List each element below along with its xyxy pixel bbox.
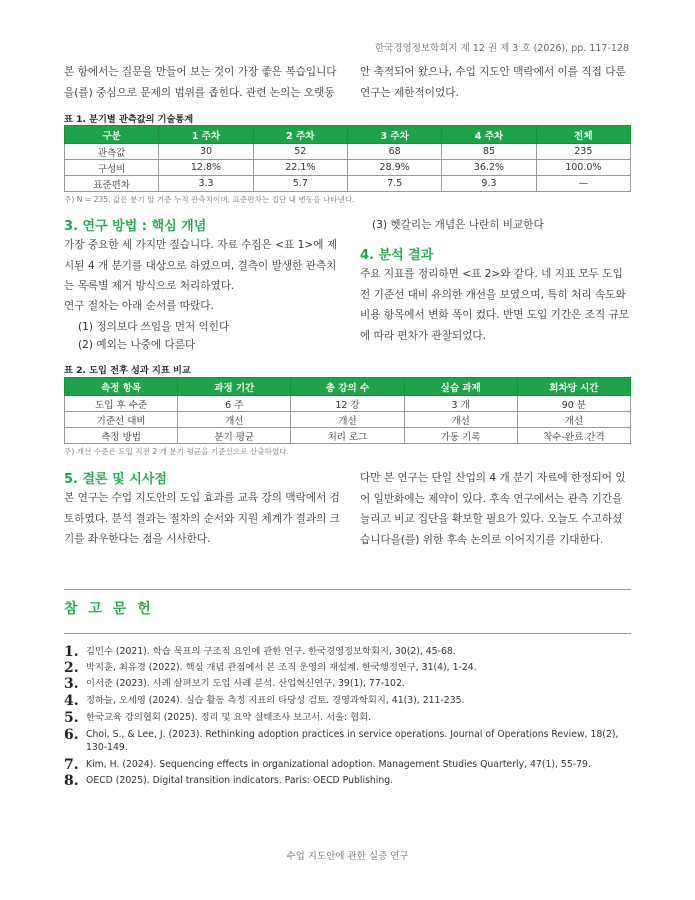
table1-header-row — [65, 126, 631, 144]
table-cell: 12 강 — [291, 396, 404, 412]
table-cell: 235 — [536, 144, 630, 160]
table-cell: 개선 — [291, 412, 404, 428]
reference-item — [64, 694, 629, 708]
table1-note: 주) N = 235. 값은 분기 말 기준 누적 관측치이며, 표준편차는 집단 내 변동을 나타낸다. — [64, 195, 355, 204]
procedure-step: (1) 정의보다 쓰임을 먼저 익힌다 — [78, 321, 230, 333]
table-cell: 기준선 대비 — [65, 412, 178, 428]
reference-text: OECD (2025). Digital transition indicators. Paris: OECD Publishing. — [86, 775, 394, 786]
table-cell: — — [536, 176, 630, 192]
reference-number: 5. — [64, 710, 79, 726]
reference-number: 2. — [64, 660, 79, 676]
reference-text: Kim, H. (2024). Sequencing effects in organizational adoption. Management Studies Quarterly, 47(1), 55-79. — [86, 759, 591, 770]
table-cell: 9.3 — [442, 176, 536, 192]
reference-number: 1. — [64, 644, 79, 660]
table-cell: 12.8% — [159, 160, 253, 176]
table-cell: 관측값 — [65, 144, 159, 160]
section5-heading: 5. 결론 및 시사점 — [64, 472, 167, 487]
table1-column-header: 4 주차 — [442, 126, 536, 144]
references-bottom-rule — [64, 633, 631, 634]
table-cell: 90 분 — [517, 396, 630, 412]
section3-heading: 3. 연구 방법 : 핵심 개념 — [64, 219, 207, 234]
table2-header-row — [65, 378, 631, 396]
table-row — [65, 176, 631, 192]
table-cell: 개선 — [404, 412, 517, 428]
table-row — [65, 396, 631, 412]
reference-item — [64, 774, 629, 788]
intro-paragraph-right: 안 축적되어 왔으나, 수업 지도안 맥락에서 이를 직접 다룬 연구는 제한적이었다. — [360, 66, 626, 99]
table-cell: 도입 후 수준 — [65, 396, 178, 412]
table2-column-header: 측정 항목 — [65, 378, 178, 396]
table-cell: 68 — [347, 144, 441, 160]
reference-item — [64, 728, 629, 754]
table-cell: 36.2% — [442, 160, 536, 176]
table-cell: 처리 로그 — [291, 428, 404, 444]
table-cell: 3.3 — [159, 176, 253, 192]
section4-paragraph: 주요 지표를 정리하면 <표 2>와 같다. 네 지표 모두 도입 전 기준선 대비 유의한 개선을 보였으며, 특히 처리 속도와 비용 항목에서 변화 폭이 컸다. 반면 도입 기간은 조직 규모에 따라 편차가 관찰되었다. — [360, 268, 630, 342]
table1 — [64, 125, 631, 192]
table-cell: 구성비 — [65, 160, 159, 176]
table-row — [65, 428, 631, 444]
table-row — [65, 160, 631, 176]
table1-column-header: 2 주차 — [253, 126, 347, 144]
table-cell: 28.9% — [347, 160, 441, 176]
reference-text: 김민수 (2021). 학습 목표의 구조적 요인에 관한 연구. 한국경영정보학회지, 30(2), 45-68. — [86, 646, 456, 657]
reference-number: 8. — [64, 773, 79, 789]
table2-note: 주) 개선 수준은 도입 직전 2 개 분기 평균을 기준선으로 산출하였다. — [64, 447, 290, 456]
table1-column-header: 전체 — [536, 126, 630, 144]
table-row — [65, 412, 631, 428]
table2-column-header: 과정 기간 — [178, 378, 291, 396]
table-cell: 22.1% — [253, 160, 347, 176]
table-cell: 착수-완료 간격 — [517, 428, 630, 444]
reference-number: 7. — [64, 757, 79, 773]
section3-paragraph: 가장 중요한 세 가지만 짚습니다. 자료 수집은 <표 1>에 제시된 4 개 분기를 대상으로 하였으며, 결측이 발생한 관측치는 목록별 제거 방식으로 처리하였다. — [64, 239, 338, 292]
page-footer: 수업 지도안에 관한 실증 연구 — [286, 851, 409, 862]
table1-column-header: 3 주차 — [347, 126, 441, 144]
table-cell: 85 — [442, 144, 536, 160]
table-cell: 52 — [253, 144, 347, 160]
reference-text: Choi, S., & Lee, J. (2023). Rethinking adoption practices in service operations. Journal of Operations Review, 18(2), 130-149. — [86, 729, 619, 753]
reference-text: 박지훈, 최유경 (2022). 핵심 개념 관점에서 본 조직 운영의 재설계. 한국행정연구, 31(4), 1-24. — [86, 662, 477, 673]
running-head: 한국경영정보학회지 제 12 권 제 3 호 (2026), pp. 117-128 — [375, 43, 629, 54]
table-cell: 30 — [159, 144, 253, 160]
reference-item — [64, 645, 629, 659]
table-row — [65, 144, 631, 160]
reference-text: 이서준 (2023). 사례 살펴보기 도입 사례 분석. 산업혁신연구, 39(1), 77-102. — [86, 678, 405, 689]
section4-heading: 4. 분석 결과 — [360, 248, 434, 263]
table1-column-header: 구분 — [65, 126, 159, 144]
intro-paragraph-left: 본 항에서는 질문을 만들어 보는 것이 가장 좋은 복습입니다을(를) 중심으로 문제의 범위를 좁힌다. 관련 논의는 오랫동 — [64, 66, 337, 99]
table-cell: 측정 방법 — [65, 428, 178, 444]
reference-item — [64, 711, 629, 725]
reference-number: 6. — [64, 727, 79, 743]
table-cell: 분기 평균 — [178, 428, 291, 444]
reference-number: 4. — [64, 693, 79, 709]
table1-caption: 표 1. 분기별 관측값의 기술통계 — [64, 114, 194, 125]
reference-item — [64, 677, 629, 691]
table-cell: 개선 — [517, 412, 630, 428]
table2-caption: 표 2. 도입 전후 성과 지표 비교 — [64, 365, 191, 376]
table2-column-header: 실습 과제 — [404, 378, 517, 396]
table-cell: 3 개 — [404, 396, 517, 412]
table-cell: 100.0% — [536, 160, 630, 176]
table-cell: 개선 — [178, 412, 291, 428]
reference-text: 정하늘, 오세영 (2024). 실습 활동 측정 지표의 타당성 검토. 경영과학회지, 41(3), 211-235. — [86, 695, 465, 706]
table2 — [64, 377, 631, 444]
reference-item — [64, 661, 629, 675]
table2-column-header: 회차당 시간 — [517, 378, 630, 396]
references-title: 참 고 문 헌 — [64, 601, 154, 617]
table2-column-header: 총 강의 수 — [291, 378, 404, 396]
section3-procedure-intro: 연구 절차는 아래 순서를 따랐다. — [64, 300, 214, 312]
table-cell: 5.7 — [253, 176, 347, 192]
reference-item — [64, 758, 629, 772]
reference-text: 한국교육 강의협회 (2025). 정리 및 요약 실태조사 보고서. 서울: 협회. — [86, 712, 372, 723]
section5-paragraph-right: 다만 본 연구는 단일 산업의 4 개 분기 자료에 한정되어 있어 일반화에는 제약이 있다. 후속 연구에서는 관측 기간을 늘리고 비교 집단을 확보할 필요가 있다. 오늘도 수고하셨습니다을(를) 위한 후속 논의로 이어지기를 기대한다. — [360, 472, 626, 546]
table-cell: 6 주 — [178, 396, 291, 412]
procedure-step: (2) 예외는 나중에 다룬다 — [78, 339, 196, 351]
table-cell: 7.5 — [347, 176, 441, 192]
table1-column-header: 1 주차 — [159, 126, 253, 144]
table-cell: 표준편차 — [65, 176, 159, 192]
procedure-step: (3) 헷갈리는 개념은 나란히 비교한다 — [372, 219, 544, 231]
references-top-rule — [64, 589, 631, 590]
section5-paragraph-left: 본 연구는 수업 지도안의 도입 효과를 교육 강의 맥락에서 검토하였다. 분석 결과는 절차의 순서와 지원 체계가 결과의 크기를 좌우한다는 점을 시사한다. — [64, 492, 340, 545]
table-cell: 가동 기록 — [404, 428, 517, 444]
reference-number: 3. — [64, 676, 79, 692]
